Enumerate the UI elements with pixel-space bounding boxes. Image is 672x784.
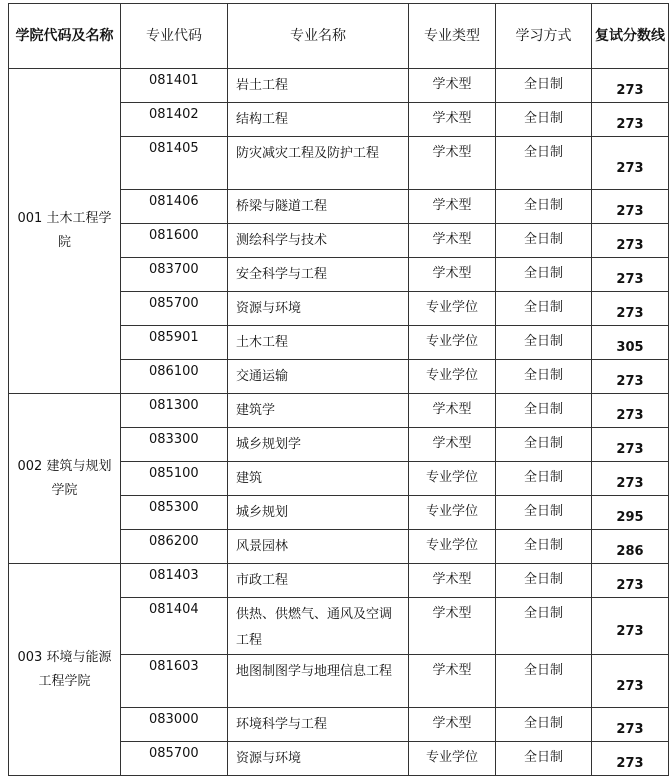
cell-name: 岩土工程 bbox=[228, 69, 409, 103]
table-row bbox=[9, 394, 669, 428]
cell-type: 专业学位 bbox=[409, 292, 496, 326]
cell-mode: 全日制 bbox=[496, 655, 592, 708]
table-row bbox=[9, 564, 669, 598]
cell-type: 学术型 bbox=[409, 708, 496, 742]
cell-name: 防灾减灾工程及防护工程 bbox=[228, 137, 409, 190]
cell-score: 305 bbox=[592, 326, 669, 360]
cell-code: 081603 bbox=[121, 655, 228, 708]
cell-code: 086100 bbox=[121, 360, 228, 394]
college-cell: 002 建筑与规划学院 bbox=[9, 394, 121, 564]
cell-code: 085700 bbox=[121, 292, 228, 326]
cell-score: 273 bbox=[592, 428, 669, 462]
cell-type: 学术型 bbox=[409, 224, 496, 258]
cell-name: 土木工程 bbox=[228, 326, 409, 360]
cell-type: 学术型 bbox=[409, 258, 496, 292]
cell-score: 295 bbox=[592, 496, 669, 530]
cell-score: 273 bbox=[592, 742, 669, 776]
cell-name: 桥梁与隧道工程 bbox=[228, 190, 409, 224]
cell-mode: 全日制 bbox=[496, 326, 592, 360]
cell-name: 建筑 bbox=[228, 462, 409, 496]
cell-code: 081401 bbox=[121, 69, 228, 103]
cell-score: 273 bbox=[592, 258, 669, 292]
cell-mode: 全日制 bbox=[496, 224, 592, 258]
header-score: 复试分数线 bbox=[592, 4, 669, 69]
cell-code: 081403 bbox=[121, 564, 228, 598]
college-cell: 003 环境与能源工程学院 bbox=[9, 564, 121, 776]
cell-code: 083000 bbox=[121, 708, 228, 742]
header-name: 专业名称 bbox=[228, 4, 409, 69]
cell-type: 学术型 bbox=[409, 190, 496, 224]
cell-code: 085700 bbox=[121, 742, 228, 776]
cell-type: 专业学位 bbox=[409, 462, 496, 496]
cell-score: 273 bbox=[592, 394, 669, 428]
cell-mode: 全日制 bbox=[496, 530, 592, 564]
cell-score: 273 bbox=[592, 190, 669, 224]
cell-score: 273 bbox=[592, 224, 669, 258]
cell-name: 资源与环境 bbox=[228, 742, 409, 776]
header-code: 专业代码 bbox=[121, 4, 228, 69]
cell-code: 083300 bbox=[121, 428, 228, 462]
cell-name: 市政工程 bbox=[228, 564, 409, 598]
table-body bbox=[9, 69, 669, 776]
cell-type: 学术型 bbox=[409, 69, 496, 103]
cell-code: 085901 bbox=[121, 326, 228, 360]
cell-mode: 全日制 bbox=[496, 292, 592, 326]
cell-mode: 全日制 bbox=[496, 69, 592, 103]
cell-code: 081405 bbox=[121, 137, 228, 190]
cell-code: 085300 bbox=[121, 496, 228, 530]
cell-name: 风景园林 bbox=[228, 530, 409, 564]
cell-name: 交通运输 bbox=[228, 360, 409, 394]
cell-code: 081404 bbox=[121, 598, 228, 655]
cell-score: 273 bbox=[592, 69, 669, 103]
cell-name: 城乡规划学 bbox=[228, 428, 409, 462]
cell-score: 273 bbox=[592, 137, 669, 190]
cell-name: 测绘科学与技术 bbox=[228, 224, 409, 258]
cell-mode: 全日制 bbox=[496, 708, 592, 742]
cell-type: 专业学位 bbox=[409, 530, 496, 564]
cell-name: 供热、供燃气、通风及空调工程 bbox=[228, 598, 409, 655]
cell-code: 086200 bbox=[121, 530, 228, 564]
cell-code: 085100 bbox=[121, 462, 228, 496]
cell-name: 城乡规划 bbox=[228, 496, 409, 530]
cell-mode: 全日制 bbox=[496, 564, 592, 598]
cell-score: 273 bbox=[592, 655, 669, 708]
cell-mode: 全日制 bbox=[496, 742, 592, 776]
cell-type: 学术型 bbox=[409, 564, 496, 598]
cell-score: 286 bbox=[592, 530, 669, 564]
cell-mode: 全日制 bbox=[496, 462, 592, 496]
cell-score: 273 bbox=[592, 103, 669, 137]
cell-type: 学术型 bbox=[409, 655, 496, 708]
header-type: 专业类型 bbox=[409, 4, 496, 69]
cell-score: 273 bbox=[592, 360, 669, 394]
cell-name: 安全科学与工程 bbox=[228, 258, 409, 292]
cell-mode: 全日制 bbox=[496, 137, 592, 190]
cell-type: 专业学位 bbox=[409, 742, 496, 776]
cell-mode: 全日制 bbox=[496, 496, 592, 530]
cell-type: 专业学位 bbox=[409, 360, 496, 394]
cell-mode: 全日制 bbox=[496, 190, 592, 224]
cell-code: 083700 bbox=[121, 258, 228, 292]
college-cell: 001 土木工程学院 bbox=[9, 69, 121, 394]
cell-mode: 全日制 bbox=[496, 360, 592, 394]
cell-type: 学术型 bbox=[409, 394, 496, 428]
cell-score: 273 bbox=[592, 708, 669, 742]
cell-mode: 全日制 bbox=[496, 394, 592, 428]
cell-name: 建筑学 bbox=[228, 394, 409, 428]
cell-type: 专业学位 bbox=[409, 496, 496, 530]
header-mode: 学习方式 bbox=[496, 4, 592, 69]
cell-code: 081402 bbox=[121, 103, 228, 137]
cell-score: 273 bbox=[592, 564, 669, 598]
cell-name: 地图制图学与地理信息工程 bbox=[228, 655, 409, 708]
cell-mode: 全日制 bbox=[496, 428, 592, 462]
cell-type: 学术型 bbox=[409, 137, 496, 190]
cell-code: 081600 bbox=[121, 224, 228, 258]
cell-name: 环境科学与工程 bbox=[228, 708, 409, 742]
cell-type: 学术型 bbox=[409, 428, 496, 462]
cell-mode: 全日制 bbox=[496, 258, 592, 292]
header-row bbox=[9, 4, 669, 69]
cell-name: 资源与环境 bbox=[228, 292, 409, 326]
cell-name: 结构工程 bbox=[228, 103, 409, 137]
cell-score: 273 bbox=[592, 462, 669, 496]
cell-code: 081300 bbox=[121, 394, 228, 428]
cell-score: 273 bbox=[592, 292, 669, 326]
cell-mode: 全日制 bbox=[496, 598, 592, 655]
cell-type: 学术型 bbox=[409, 598, 496, 655]
cell-type: 学术型 bbox=[409, 103, 496, 137]
cell-score: 273 bbox=[592, 598, 669, 655]
score-table bbox=[8, 3, 669, 776]
cell-code: 081406 bbox=[121, 190, 228, 224]
table-row bbox=[9, 69, 669, 103]
header-college: 学院代码及名称 bbox=[9, 4, 121, 69]
cell-mode: 全日制 bbox=[496, 103, 592, 137]
cell-type: 专业学位 bbox=[409, 326, 496, 360]
